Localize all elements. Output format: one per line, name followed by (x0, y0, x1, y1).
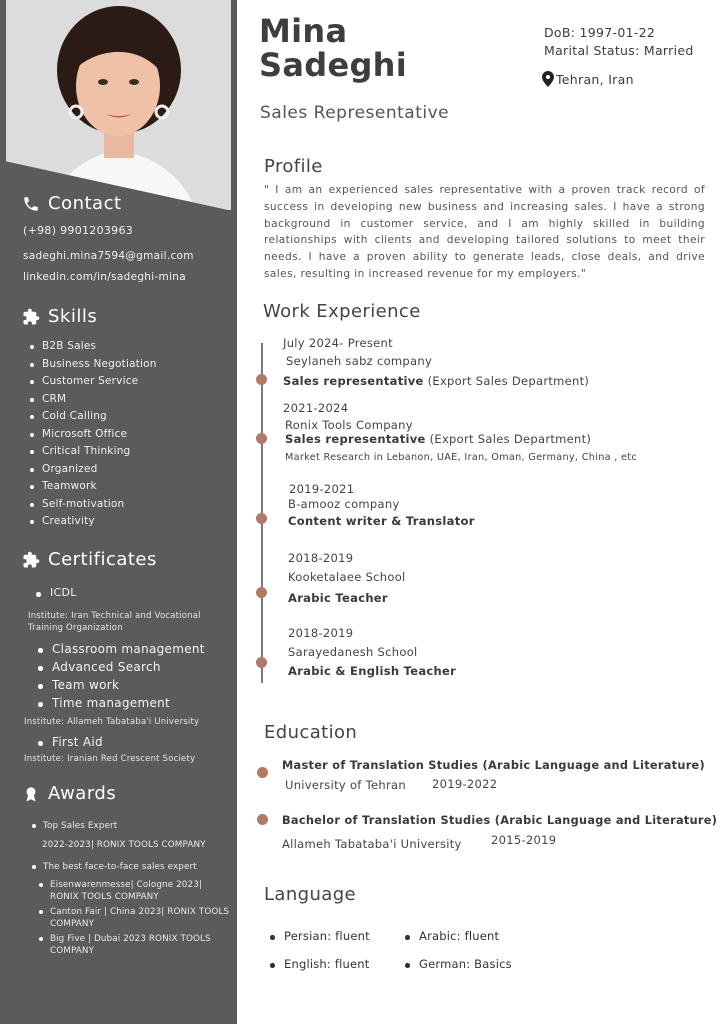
certificate-item: First Aid (38, 735, 103, 749)
education-school: Allameh Tabataba'i University (282, 837, 462, 851)
job-role: Arabic Teacher (288, 591, 388, 605)
profile-summary: " I am an experienced sales representative with a proven track record of success in developing new business and increasing sales. I have a strong background in customer service, and I am highly skilled in building relationships with clients and developing tailored solutions to meet their needs. I have a proven ability to generate leads, close deals, and drive sales, resulting in increased revenue for my employers." (264, 184, 705, 280)
job-role: Sales representative (283, 374, 424, 388)
job-company: Seylaneh sabz company (286, 354, 433, 368)
job-date: 2018-2019 (288, 626, 354, 640)
skill-item: Creativity (30, 513, 157, 531)
certificates-title: Certificates (48, 549, 157, 570)
award-item: Top Sales Expert (43, 821, 118, 831)
certificates-heading (22, 549, 157, 570)
skill-item: Teamwork (30, 478, 157, 496)
skills-heading (22, 306, 97, 327)
contact-phone[interactable]: (+98) 9901203963 (23, 224, 134, 237)
skill-item: Business Negotiation (30, 356, 157, 374)
last-name: Sadeghi (259, 46, 408, 84)
full-name (259, 14, 407, 82)
timeline-dot (256, 587, 267, 598)
contact-title: Contact (48, 193, 122, 214)
job-note: Market Research in Lebanon, UAE, Iran, Oman, Germany, China , etc (285, 452, 637, 463)
contact-linkedin[interactable]: linkedin.com/in/sadeghi-mina (23, 271, 186, 283)
location (542, 71, 634, 87)
job-company: Sarayedanesh School (288, 645, 418, 659)
job-role-line (285, 432, 591, 446)
education-years: 2019-2022 (432, 777, 498, 791)
award-sub-item: Big Five | Dubai 2023 RONIX TOOLS COMPANY (50, 933, 230, 957)
first-name: Mina (259, 12, 348, 50)
education-years: 2015-2019 (491, 833, 557, 847)
phone-icon (22, 195, 40, 213)
certificate-institute: Institute: Iranian Red Crescent Society (24, 754, 196, 764)
contact-email[interactable]: sadeghi.mina7594@gmail.com (23, 250, 194, 262)
education-heading: Education (264, 722, 358, 743)
job-department: (Export Sales Department) (425, 432, 592, 446)
education-school: University of Tehran (285, 778, 406, 792)
certificate-institute: Institute: Allameh Tabataba'i University (24, 717, 200, 727)
timeline-dot (256, 657, 267, 668)
award-item: The best face-to-face sales expert (43, 862, 197, 872)
skill-item: Organized (30, 461, 157, 479)
job-date: July 2024- Present (283, 336, 393, 350)
award-detail: 2022-2023| RONIX TOOLS COMPANY (42, 840, 206, 850)
language-item: Arabic: fluent (405, 929, 499, 943)
skill-item: B2B Sales (30, 338, 157, 356)
language-item: German: Basics (405, 957, 512, 971)
job-title: Sales Representative (260, 103, 450, 123)
job-role: Arabic & English Teacher (288, 664, 457, 678)
timeline-dot (256, 513, 267, 524)
job-department: (Export Sales Department) (423, 374, 590, 388)
skill-item: CRM (30, 391, 157, 409)
job-company: B-amooz company (288, 497, 400, 511)
date-of-birth: DoB: 1997-01-22 (544, 25, 656, 40)
job-date: 2019-2021 (289, 482, 355, 496)
job-role-line (283, 374, 589, 388)
language-item: Persian: fluent (270, 929, 370, 943)
skill-item: Microsoft Office (30, 426, 157, 444)
award-sub-item: Canton Fair | China 2023| RONIX TOOLS COMPANY (50, 907, 230, 929)
photo-diagonal-edge (0, 0, 237, 220)
education-dot (257, 814, 268, 825)
profile-heading: Profile (264, 156, 323, 177)
location-pin-icon (542, 71, 554, 87)
sidebar (0, 0, 237, 1024)
timeline-dot (256, 433, 267, 444)
skill-item: Critical Thinking (30, 443, 157, 461)
job-role: Sales representative (285, 432, 426, 446)
education-degree: Master of Translation Studies (Arabic Language and Literature) (282, 759, 705, 772)
awards-title: Awards (48, 783, 117, 804)
work-experience-heading: Work Experience (263, 301, 421, 322)
language-item: English: fluent (270, 957, 369, 971)
job-company: Kooketalaee School (288, 570, 406, 584)
skill-item: Self-motivation (30, 496, 157, 514)
award-icon (22, 785, 40, 803)
job-company: Ronix Tools Company (285, 418, 413, 432)
skill-item: Customer Service (30, 373, 157, 391)
skills-title: Skills (48, 306, 98, 327)
certificate-item: Classroom management (38, 642, 205, 656)
awards-heading (22, 783, 116, 804)
language-heading: Language (264, 884, 357, 905)
job-date: 2021-2024 (283, 401, 349, 415)
certificate-institute: Institute: Iran Technical and Vocational Training Organization (28, 611, 201, 633)
location-text: Tehran, Iran (556, 71, 634, 87)
skills-list (30, 338, 157, 531)
certificate-item: Team work (38, 678, 119, 692)
timeline-dot (256, 374, 267, 385)
certificate-item: Advanced Search (38, 660, 161, 674)
certificate-icdl: ICDL (36, 586, 77, 599)
award-sub-item: Eisenwarenmesse| Cologne 2023| RONIX TOOLS COMPANY (50, 879, 230, 903)
education-dot (257, 767, 268, 778)
marital-status: Marital Status: Married (544, 43, 694, 58)
job-role: Content writer & Translator (288, 514, 475, 528)
skill-item: Cold Calling (30, 408, 157, 426)
certificate-item: Time management (38, 696, 170, 710)
contact-heading (22, 193, 122, 214)
puzzle-icon (22, 551, 40, 569)
puzzle-icon (22, 308, 40, 326)
education-degree: Bachelor of Translation Studies (Arabic Language and Literature) (282, 814, 718, 827)
job-date: 2018-2019 (288, 551, 354, 565)
